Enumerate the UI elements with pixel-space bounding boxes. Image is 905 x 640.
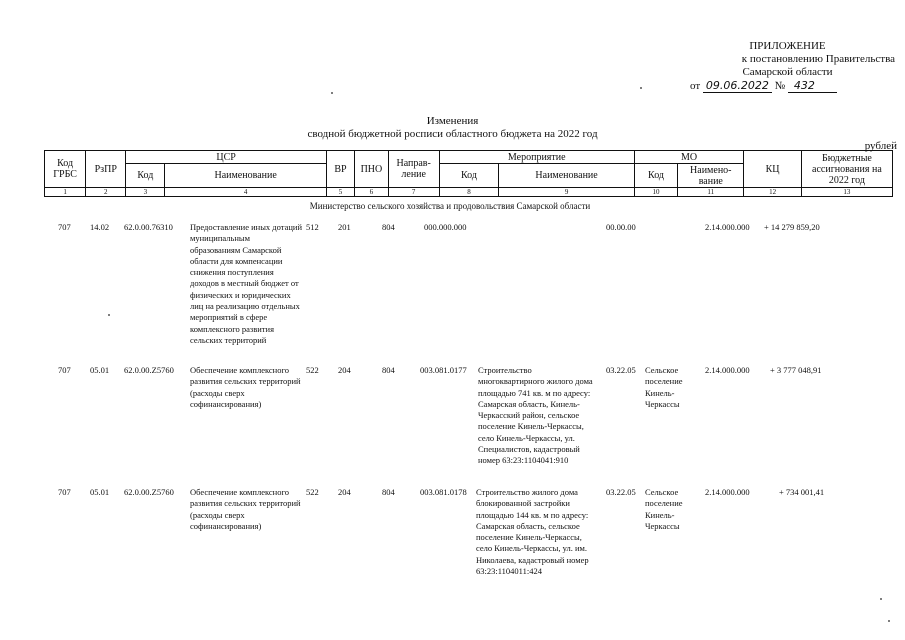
col-number: 2 [86,188,126,197]
cell-pno: 204 [338,487,351,497]
cell-mer-kod: 003.081.0178 [420,487,467,497]
header-napravlenie: Направ-ление [388,151,439,188]
header-rzpr: РзПР [86,151,126,188]
scan-speck [331,92,333,94]
cell-mer-kod: 000.000.000 [424,222,467,232]
cell-mo-kod: 03.22.05 [606,487,636,497]
col-number: 6 [355,188,389,197]
date-value: 09.06.2022 [703,79,772,93]
currency-label: рублей [864,140,897,152]
col-number: 10 [634,188,677,197]
header-meropriyatie: Мероприятие [439,151,634,164]
document-title-line-1: Изменения [426,115,479,127]
header-mo: МО [634,151,744,164]
document-title-line-2: сводной бюджетной росписи областного бюджета на 2022 год [307,128,598,140]
number-value: 432 [788,79,837,93]
header-vr: ВР [326,151,354,188]
date-prefix: от [690,80,701,92]
appendix-block [650,40,895,93]
header-mo-kod: Код [634,164,677,188]
number-prefix: № [774,80,786,92]
col-number: 9 [499,188,635,197]
cell-mo-name: Сельское поселение Кинель-Черкассы [645,365,683,409]
cell-mo-name: Сельское поселение Кинель-Черкассы [645,487,683,531]
col-number: 4 [165,188,327,197]
appendix-line-2: к постановлению Правительства [741,53,895,65]
col-number: 12 [744,188,801,197]
header-mo-name: Наимено-вание [678,164,744,188]
header-mer-name: Наименование [499,164,635,188]
header-csr: ЦСР [126,151,327,164]
cell-vr: 522 [306,365,319,375]
cell-kc: 2.14.000.000 [705,487,750,497]
cell-rzpr: 14.02 [90,222,110,232]
cell-amount: + 734 001,41 [779,487,825,497]
header-csr-name: Наименование [165,164,327,188]
cell-mo-kod: 03.22.05 [606,365,636,375]
header-kc: КЦ [744,151,801,188]
scan-speck [108,314,110,316]
cell-csr-kod: 62.0.00.Z5760 [124,365,174,375]
cell-pno: 201 [338,222,351,232]
header-pno: ПНО [355,151,389,188]
cell-grbs: 707 [58,487,71,497]
cell-pno: 204 [338,365,351,375]
cell-csr-name: Предоставление иных дотаций муниципальным образованиям Самарской области для компенсации снижения поступления доходов в местный бюджет от физических и юридических лиц на реализацию отдельных мероприятий в сфере комплексного развития сельских территорий [190,222,302,345]
cell-csr-kod: 62.0.00.76310 [124,222,173,232]
cell-rzpr: 05.01 [90,487,110,497]
table-header [44,150,893,197]
cell-amount: + 3 777 048,91 [770,365,822,375]
scan-speck [880,598,882,600]
scan-speck [888,620,890,622]
appendix-title: ПРИЛОЖЕНИЕ [749,40,826,52]
ministry-heading: Министерство сельского хозяйства и продовольствия Самарской области [309,201,591,211]
scan-speck [640,87,642,89]
cell-vr: 522 [306,487,319,497]
cell-grbs: 707 [58,365,71,375]
cell-mo-kod: 00.00.00 [606,222,636,232]
cell-csr-name: Обеспечение комплексного развития сельских территорий (расходы сверх софинансирования) [190,365,301,409]
cell-kc: 2.14.000.000 [705,222,750,232]
col-number: 7 [388,188,439,197]
header-mer-kod: Код [439,164,499,188]
cell-napr: 804 [382,365,395,375]
header-budget: Бюджетные ассигнования на 2022 год [801,151,892,188]
cell-vr: 512 [306,222,319,232]
cell-rzpr: 05.01 [90,365,110,375]
cell-amount: + 14 279 859,20 [764,222,820,232]
col-number: 8 [439,188,499,197]
cell-napr: 804 [382,222,395,232]
col-number: 1 [45,188,86,197]
header-csr-kod: Код [126,164,165,188]
cell-kc: 2.14.000.000 [705,365,750,375]
cell-csr-name: Обеспечение комплексного развития сельских территорий (расходы сверх софинансирования) [190,487,301,531]
appendix-date-line [650,79,895,93]
cell-mer-kod: 003.081.0177 [420,365,467,375]
header-kod-grbs: Код ГРБС [45,151,86,188]
appendix-line-3: Самарской области [742,66,833,78]
col-number: 5 [326,188,354,197]
cell-grbs: 707 [58,222,71,232]
cell-napr: 804 [382,487,395,497]
cell-mer-name: Строительство многоквартирного жилого дома площадью 741 кв. м по адресу: Самарская область, Кинель-Черкасский район, сельское поселение Кинель-Черкассы, село Кинель-Черкассы, ул. Специалистов, кадастровый номер 63:23:1104041:910 [478,365,593,466]
cell-csr-kod: 62.0.00.Z5760 [124,487,174,497]
col-number: 13 [801,188,892,197]
cell-mer-name: Строительство жилого дома блокированной застройки площадью 144 кв. м по адресу: Самарская область, сельское поселение Кинель-Черкассы, село Кинель-Черкассы, ул. им. Николаева, кадастровый номер 63:23:1104011:424 [476,487,589,577]
col-number: 11 [678,188,744,197]
col-number: 3 [126,188,165,197]
